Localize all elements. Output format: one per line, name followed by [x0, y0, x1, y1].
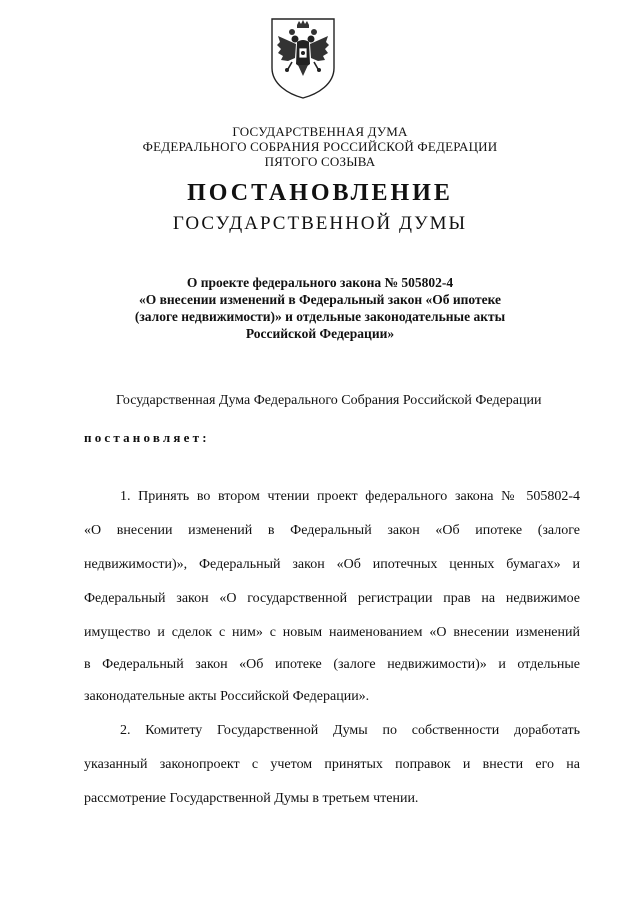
subject-line: «О внесении изменений в Федеральный закон «Об ипотеке: [138, 292, 502, 307]
preamble: Государственная Дума Федерального Собрания Российской Федерации: [116, 393, 542, 408]
document-subtitle: ГОСУДАРСТВЕННОЙ ДУМЫ: [172, 213, 468, 234]
paragraph-line: указанный законопроект с учетом принятых поправок и внести его на: [84, 757, 580, 772]
subject-line: (залоге недвижимости)» и отдельные законодательные акты: [134, 309, 506, 324]
paragraph-line: в Федеральный закон «Об ипотеке (залоге недвижимости)» и отдельные: [84, 657, 580, 672]
paragraph-line: рассмотрение Государственной Думы в третьем чтении.: [84, 791, 419, 806]
subject-line: Российской Федерации»: [245, 326, 395, 341]
header-line-1: ГОСУДАРСТВЕННАЯ ДУМА: [232, 124, 408, 139]
paragraph-line: 1. Принять во втором чтении проект федерального закона № 505802-4: [120, 489, 580, 504]
paragraph-line: законодательные акты Российской Федерации».: [84, 689, 370, 704]
header-line-3: ПЯТОГО СОЗЫВА: [264, 154, 376, 169]
document-subject: [0, 274, 640, 342]
header: [0, 124, 640, 169]
subject-line: О проекте федерального закона № 505802-4: [186, 275, 454, 290]
header-line-2: ФЕДЕРАЛЬНОГО СОБРАНИЯ РОССИЙСКОЙ ФЕДЕРАЦИИ: [142, 139, 498, 154]
coat-of-arms-icon: [268, 16, 338, 100]
resolves-word: постановляет:: [84, 430, 210, 445]
paragraph-line: недвижимости)», Федеральный закон «Об ипотечных ценных бумагах» и: [84, 557, 580, 572]
document-title: ПОСТАНОВЛЕНИЕ: [187, 180, 453, 206]
paragraph-line: имущество и сделок с ним» с новым наименованием «О внесении изменений: [84, 625, 580, 640]
paragraph-line: Федеральный закон «О государственной регистрации прав на недвижимое: [84, 591, 580, 606]
paragraph-line: «О внесении изменений в Федеральный закон «Об ипотеке (залоге: [84, 523, 580, 538]
paragraph-line: 2. Комитету Государственной Думы по собственности доработать: [120, 723, 580, 738]
